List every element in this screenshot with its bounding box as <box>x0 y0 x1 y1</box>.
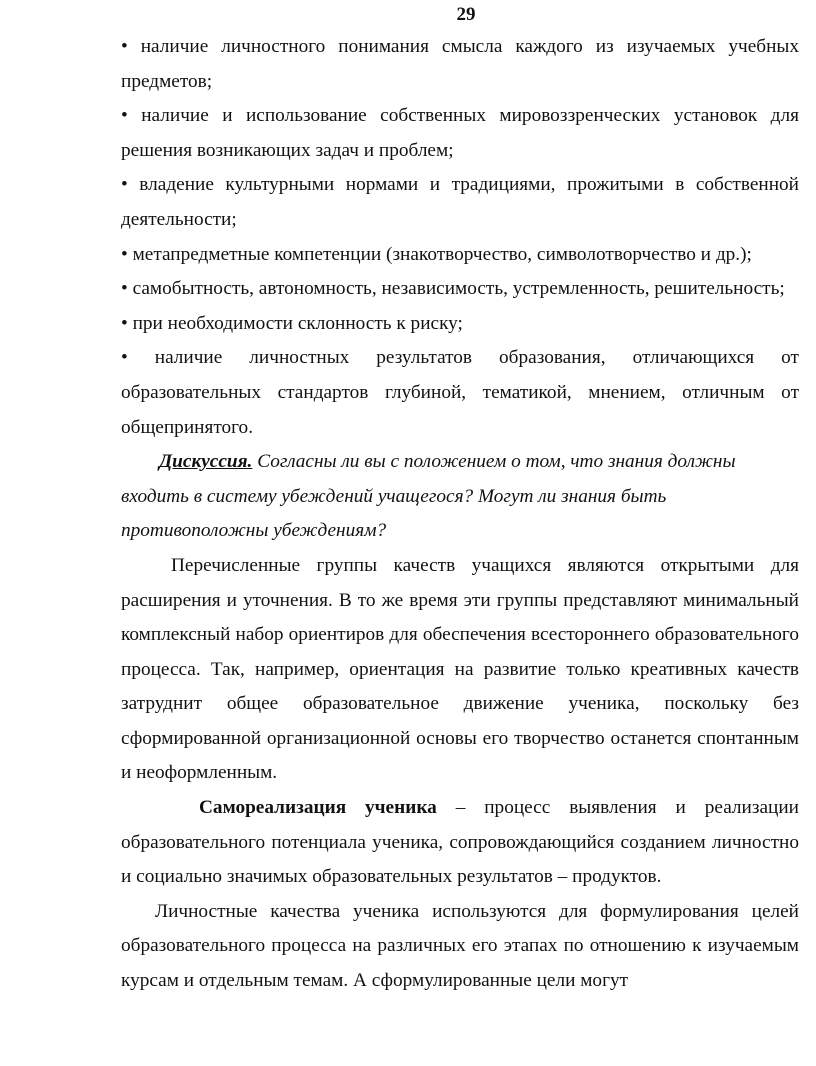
bullet-item: • наличие и использование собственных мировоззренческих установок для решения возникающих задач и проблем; <box>121 105 799 161</box>
bullet-item: • наличие личностных результатов образования, отличающихся от образовательных стандартов глубиной, тематикой, мнением, отличным от общепринятого. <box>121 347 799 438</box>
discussion-text: Согласны ли вы с положением о том, что знания должны входить в систему убеждений учащегося? Могут ли знания быть противоположны убеждениям? <box>121 451 736 542</box>
bullet-item: • владение культурными нормами и традициями, прожитыми в собственной деятельности; <box>121 174 799 230</box>
bullet-item: • метапредметные компетенции (знакотворчество, символотворчество и др.); <box>121 243 752 265</box>
definition-text: – процесс выявления и реализации образовательного потенциала ученика, сопровождающийся созданием личностно и социально значимых образовательных результатов – продуктов. <box>121 797 800 888</box>
discussion-label: Дискуссия. <box>159 451 253 473</box>
bullet-item: • самобытность, автономность, независимость, устремленность, решительность; <box>121 278 785 300</box>
page-number: 29 <box>456 4 476 25</box>
page-content <box>121 30 799 999</box>
definition-paragraph <box>121 791 799 895</box>
bullet-item: • наличие личностного понимания смысла каждого из изучаемых учебных предметов; <box>121 36 799 92</box>
definition-term: Самореализация ученика <box>199 797 437 819</box>
body-paragraph: Личностные качества ученика используются для формулирования целей образовательного процесса на различных его этапах по отношению к изучаемым курсам и отдельным темам. А сформулированные цели могут <box>121 900 799 992</box>
body-paragraph: Перечисленные группы качеств учащихся являются открытыми для расширения и уточнения. В то же время эти группы представляют минимальный комплексный набор ориентиров для обеспечения всестороннего образовательного процесса. Так, например, ориентация на развитие только креативных качеств затруднит общее образовательное движение ученика, поскольку без сформированной организационной основы его творчество останется спонтанным и неоформленным. <box>121 554 799 784</box>
discussion-paragraph <box>121 445 799 549</box>
bullet-item: • при необходимости склонность к риску; <box>121 312 463 334</box>
